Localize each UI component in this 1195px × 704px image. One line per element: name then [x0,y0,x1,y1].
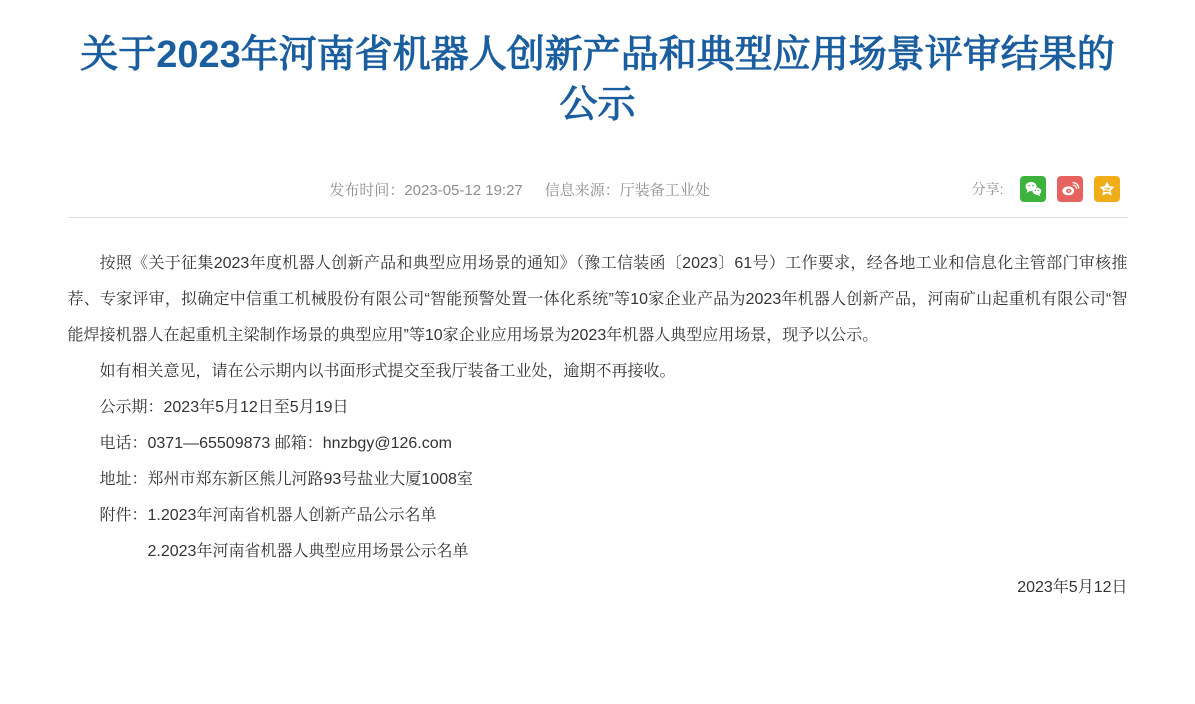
meta-info [68,179,972,200]
weibo-share-icon[interactable] [1057,176,1083,202]
share-bar [972,176,1120,202]
page-title: 关于2023年河南省机器人创新产品和典型应用场景评审结果的公示 [80,34,1115,126]
paragraph-feedback: 如有相关意见，请在公示期内以书面形式提交至我厅装备工业处，逾期不再接收。 [99,363,676,380]
wechat-share-icon[interactable] [1020,176,1046,202]
attachment-item-1: 附件：1.2023年河南省机器人创新产品公示名单 [99,507,437,524]
qzone-share-icon[interactable] [1094,176,1120,202]
paragraph-intro: 按照《关于征集2023年度机器人创新产品和典型应用场景的通知》（豫工信装函〔2023〕61号）工作要求，经各地工业和信息化主管部门审核推荐、专家评审，拟确定中信重工机械股份有限公司“智能预警处置一体化系统”等10家企业产品为2023年机器人创新产品，河南矿山起重机有限公司“智能焊接机器人在起重机主梁制作场景的典型应用”等10家企业应用场景为2023年机器人典型应用场景，现予以公示。 [67,255,1128,344]
publish-time-label: 发布时间： [329,181,405,199]
source-value: 厅装备工业处 [619,181,710,199]
paragraph-period: 公示期：2023年5月12日至5月19日 [99,399,349,416]
publish-time-value: 2023-05-12 19:27 [404,181,523,199]
announcement-page [0,30,1195,606]
attachment-item-2: 2.2023年河南省机器人典型应用场景公示名单 [147,543,469,560]
paragraph-contact: 电话：0371—65509873 邮箱：hnzbgy@126.com [99,435,452,452]
share-label: 分享: [971,181,1004,197]
paragraph-address: 地址：郑州市郑东新区熊儿河路93号盐业大厦1008室 [99,471,473,488]
source-label: 信息来源： [544,181,620,199]
article-body [68,218,1128,606]
sign-date: 2023年5月12日 [1017,579,1128,596]
meta-bar [68,176,1128,202]
